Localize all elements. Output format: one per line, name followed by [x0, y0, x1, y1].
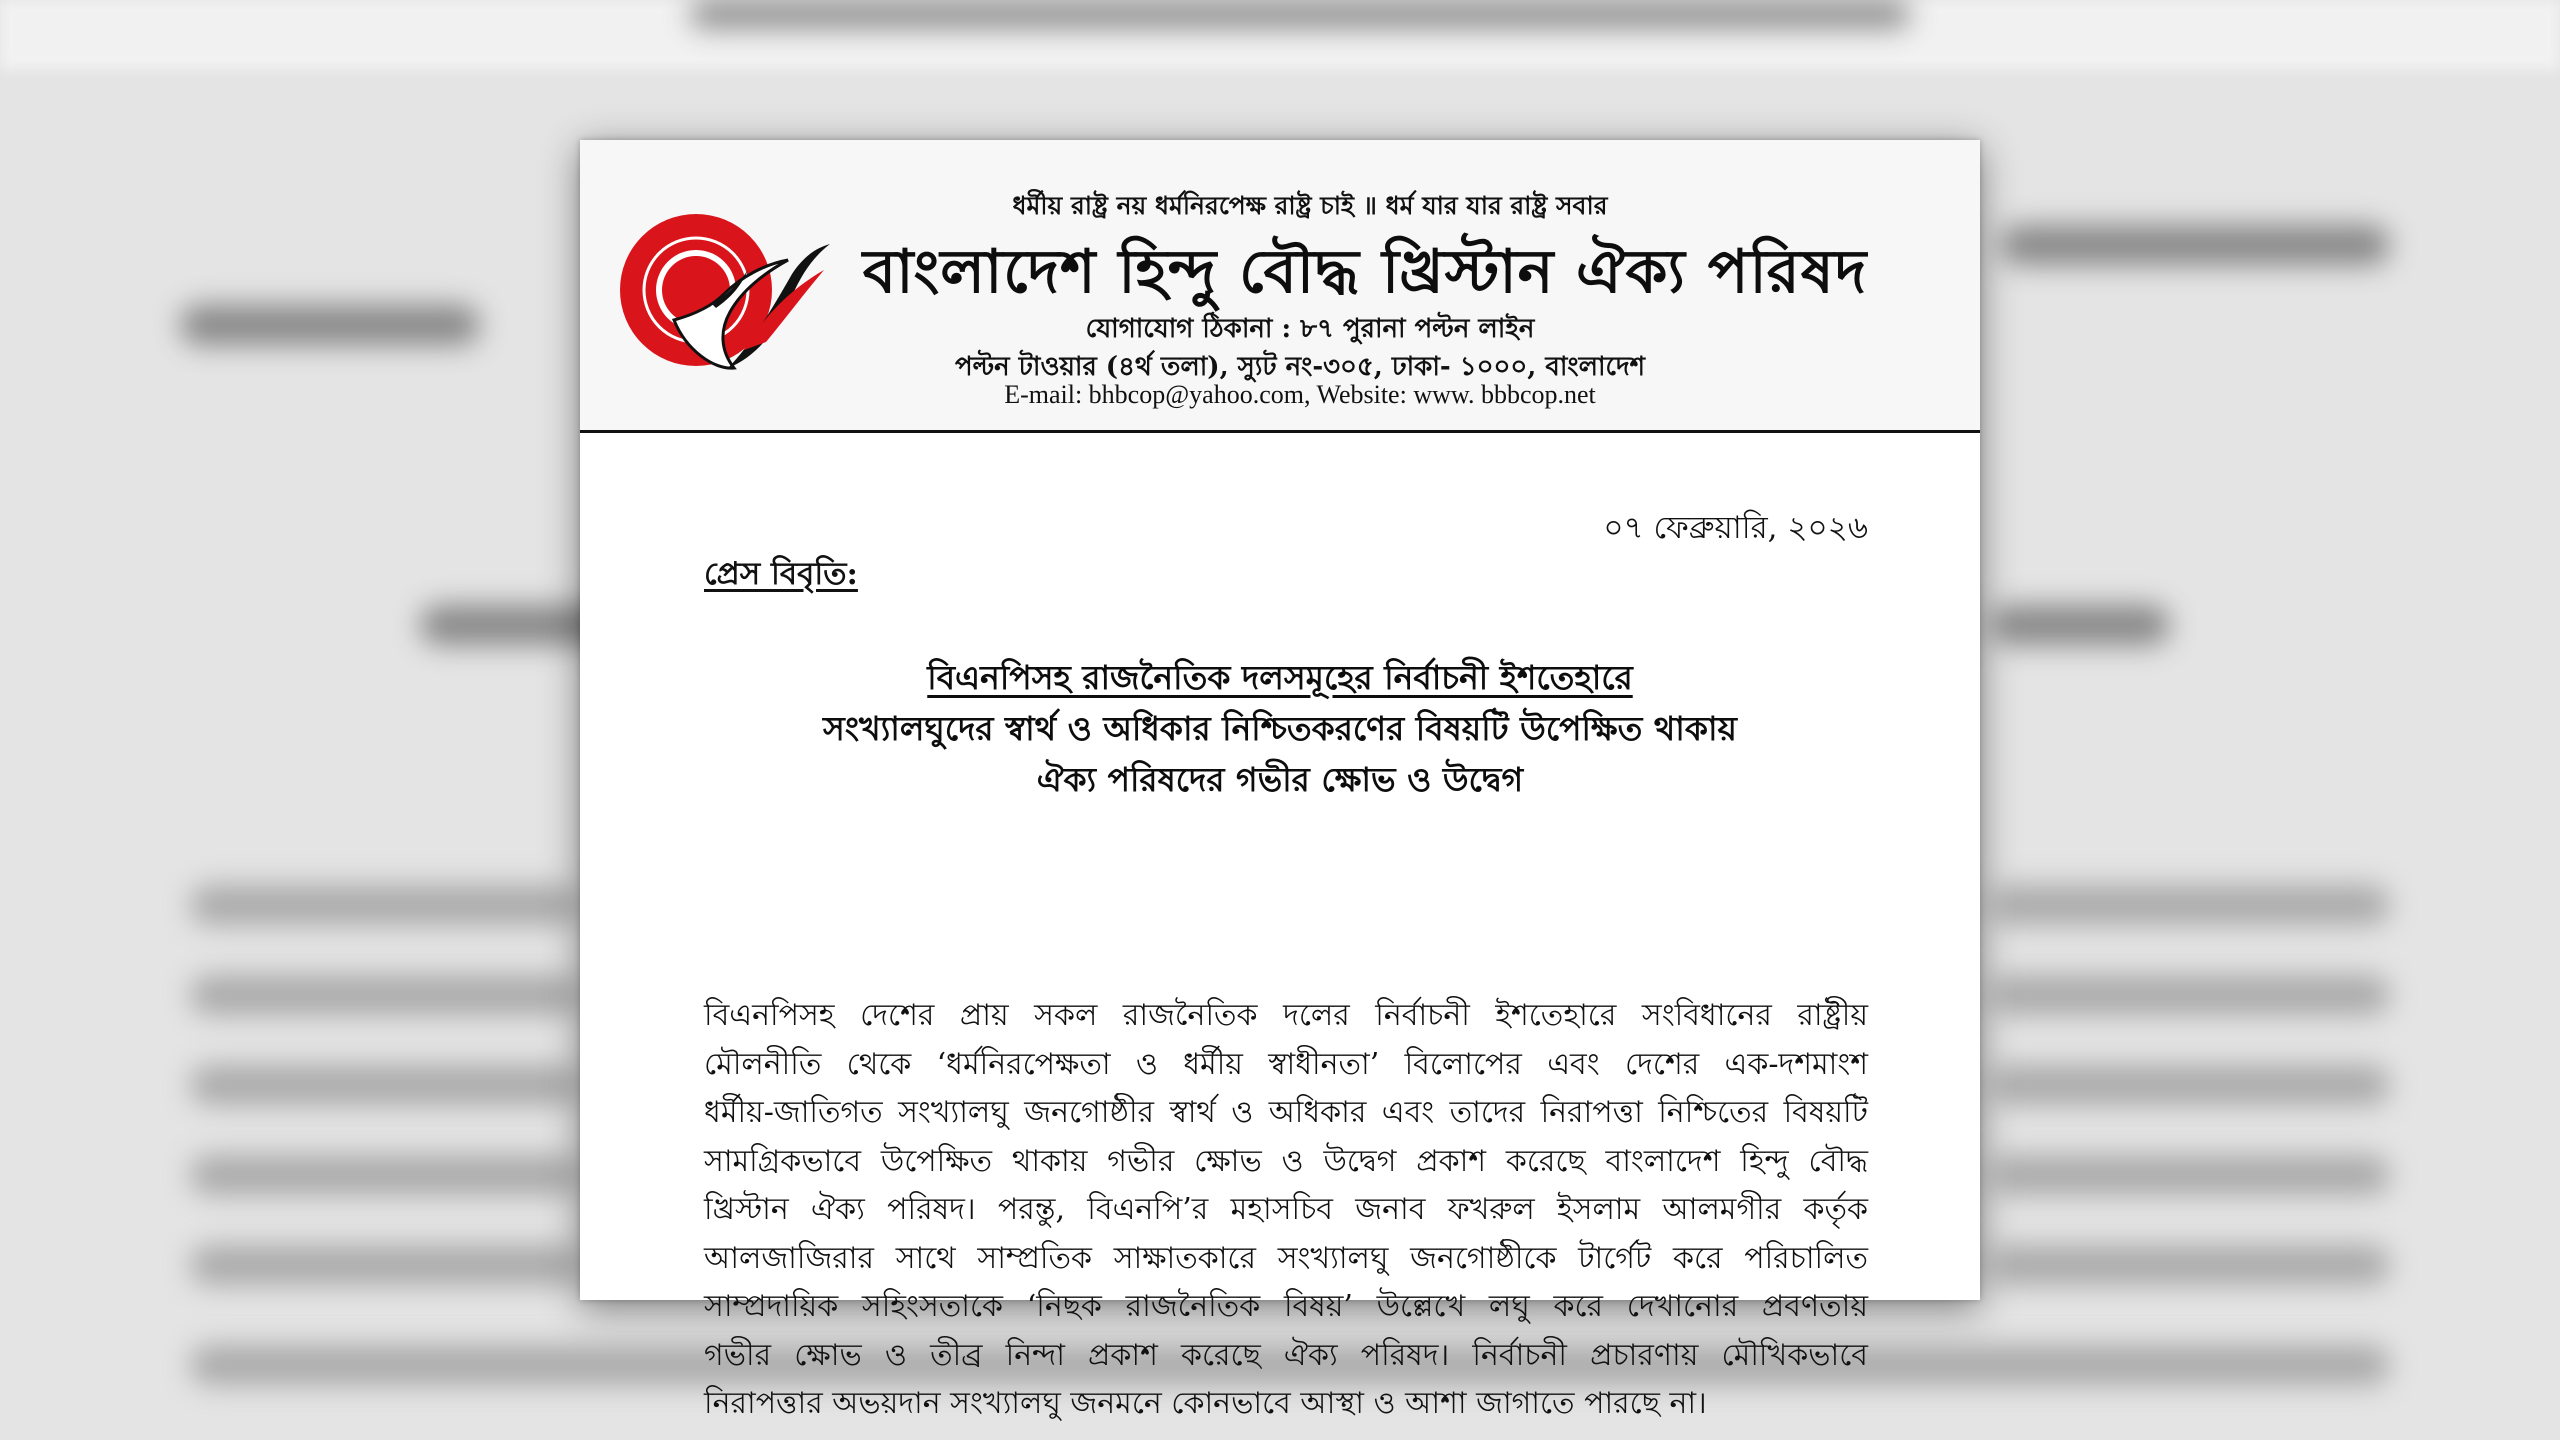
background-blur-line [1990, 1065, 2390, 1105]
letterhead [580, 140, 1980, 432]
body-line: বিএনপিসহ দেশের প্রায় সকল রাজনৈতিক দলের নির্বাচনী ইশতেহারে সংবিধানের রাষ্ট্রীয় [704, 998, 1868, 1033]
body-paragraph [704, 992, 1868, 1429]
body-line: খ্রিস্টান ঐক্য পরিষদ। পরন্তু, বিএনপি’র মহাসচিব জনাব ফখরুল ইসলাম আলমগীর কর্তৃক [704, 1192, 1868, 1227]
body-line: মৌলনীতি থেকে ‘ধর্মনিরপেক্ষতা ও ধর্মীয় স্বাধীনতা’ বিলোপের এবং দেশের এক-দশমাংশ [704, 1046, 1868, 1082]
office-address: পল্টন টাওয়ার (৪র্থ তলা), স্যুট নং-৩০৫, ঢাকা- ১০০০, বাংলাদেশ [954, 352, 1646, 382]
background-blur-line [190, 1245, 580, 1285]
background-blur-line [190, 1065, 580, 1105]
body-line: গভীর ক্ষোভ ও তীব্র নিন্দা প্রকাশ করেছে ঐক্য পরিষদ। নির্বাচনী প্রচারণায় মৌখিকভাবে [704, 1337, 1868, 1373]
body-line: নিরাপত্তার অভয়দান সংখ্যালঘু জনমনে কোনভাবে আস্থা ও আশা জাগাতে পারছে না। [704, 1386, 1707, 1421]
email-website-line: E-mail: bhbcop@yahoo.com, Website: www. bbbcop.net [1004, 380, 1596, 409]
body-line: সাম্প্রদায়িক সহিংসতাকে ‘নিছক রাজনৈতিক বিষয়’ উল্লেখে লঘু করে দেখানোর প্রবণতায় [704, 1289, 1868, 1324]
press-release-page [580, 140, 1980, 1421]
organization-name: বাংলাদেশ হিন্দু বৌদ্ধ খ্রিস্টান ঐক্য পরিষদ [862, 237, 1868, 307]
background-blur-line [190, 885, 580, 925]
background-blur-line [2000, 225, 2390, 265]
background-blur-line [190, 1155, 580, 1195]
release-date: ০৭ ফেব্রুয়ারি, ২০২৬ [1603, 510, 1868, 546]
red-sun-dove-logo-icon [616, 200, 836, 400]
background-blur-line [1990, 1155, 2390, 1195]
headline-line: সংখ্যালঘুদের স্বার্থ ও অধিকার নিশ্চিতকরণের বিষয়টি উপেক্ষিত থাকায় [823, 709, 1737, 748]
headline-line: ঐক্য পরিষদের গভীর ক্ষোভ ও উদ্বেগ [1036, 760, 1524, 799]
background-blur-line [1990, 885, 2390, 925]
background-blur-line [190, 975, 580, 1015]
background-blur-line [690, 0, 1910, 28]
headline-line: বিএনপিসহ রাজনৈতিক দলসমূহের নির্বাচনী ইশতেহারে [927, 658, 1633, 697]
background-blur-line [1990, 975, 2390, 1015]
letterhead-divider [580, 430, 1980, 433]
background-blur-line [1990, 605, 2170, 645]
body-line: ধর্মীয়-জাতিগত সংখ্যালঘু জনগোষ্ঠীর স্বার্থ ও অধিকার এবং তাদের নিরাপত্তা নিশ্চিতের বিষয়টি [704, 1095, 1868, 1130]
headline [660, 652, 1900, 805]
press-release-label: প্রেস বিবৃতি: [704, 556, 858, 592]
body-line: আলজাজিরার সাথে সাম্প্রতিক সাক্ষাতকারে সংখ্যালঘু জনগোষ্ঠীকে টার্গেট করে পরিচালিত [704, 1240, 1868, 1276]
background-blur-line [1990, 1245, 2390, 1285]
background-blur-line [180, 305, 480, 345]
body-line: সামগ্রিকভাবে উপেক্ষিত থাকায় গভীর ক্ষোভ ও উদ্বেগ প্রকাশ করেছে বাংলাদেশ হিন্দু বৌদ্ধ [704, 1143, 1868, 1179]
contact-address-label: যোগাযোগ ঠিকানা : ৮৭ পুরানা পল্টন লাইন [1085, 314, 1535, 344]
tagline: ধর্মীয় রাষ্ট্র নয় ধর্মনিরপেক্ষ রাষ্ট্র চাই ॥ ধর্ম যার যার রাষ্ট্র সবার [1012, 191, 1608, 220]
